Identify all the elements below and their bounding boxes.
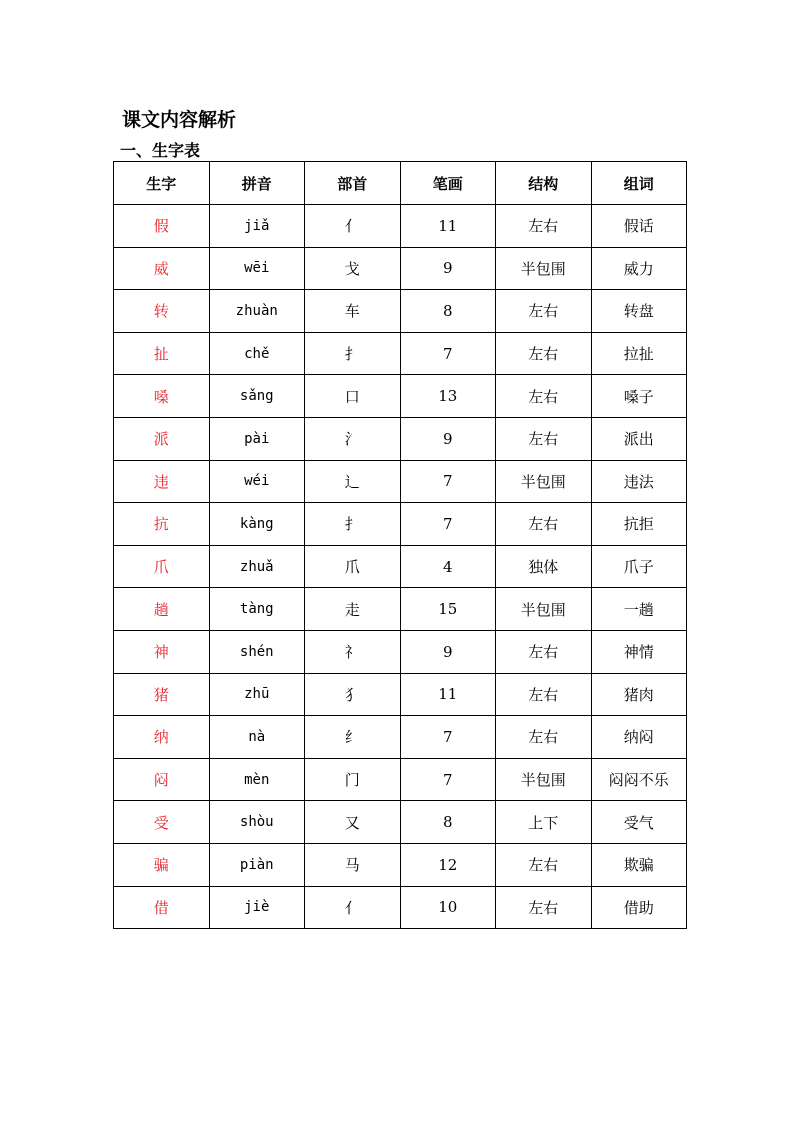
strokes-cell: 9 — [400, 630, 496, 673]
character-cell: 转 — [114, 290, 210, 333]
structure-cell: 左右 — [496, 503, 592, 546]
character-cell: 猪 — [114, 673, 210, 716]
header-character: 生字 — [114, 162, 210, 205]
structure-cell: 上下 — [496, 801, 592, 844]
words-cell: 抗拒 — [591, 503, 687, 546]
table-row — [114, 332, 687, 375]
radical-cell: 门 — [305, 758, 401, 801]
radical-cell: 犭 — [305, 673, 401, 716]
structure-cell: 左右 — [496, 205, 592, 248]
table-row — [114, 843, 687, 886]
character-cell: 借 — [114, 886, 210, 929]
table-header — [114, 162, 687, 205]
words-cell: 神情 — [591, 630, 687, 673]
radical-cell: 又 — [305, 801, 401, 844]
radical-cell: 扌 — [305, 332, 401, 375]
table-row — [114, 886, 687, 929]
table-row — [114, 205, 687, 248]
words-cell: 爪子 — [591, 545, 687, 588]
character-cell: 趟 — [114, 588, 210, 631]
table-row — [114, 758, 687, 801]
structure-cell: 左右 — [496, 290, 592, 333]
header-strokes: 笔画 — [400, 162, 496, 205]
pinyin-cell: pài — [209, 417, 305, 460]
words-cell: 威力 — [591, 247, 687, 290]
character-cell: 扯 — [114, 332, 210, 375]
table-row — [114, 545, 687, 588]
structure-cell: 左右 — [496, 375, 592, 418]
pinyin-cell: zhū — [209, 673, 305, 716]
character-cell: 嗓 — [114, 375, 210, 418]
structure-cell: 左右 — [496, 673, 592, 716]
strokes-cell: 7 — [400, 716, 496, 759]
strokes-cell: 7 — [400, 460, 496, 503]
radical-cell: 口 — [305, 375, 401, 418]
strokes-cell: 10 — [400, 886, 496, 929]
words-cell: 拉扯 — [591, 332, 687, 375]
table-row — [114, 673, 687, 716]
radical-cell: 马 — [305, 843, 401, 886]
strokes-cell: 7 — [400, 758, 496, 801]
header-structure: 结构 — [496, 162, 592, 205]
pinyin-cell: chě — [209, 332, 305, 375]
table-row — [114, 801, 687, 844]
pinyin-cell: zhuàn — [209, 290, 305, 333]
words-cell: 违法 — [591, 460, 687, 503]
strokes-cell: 15 — [400, 588, 496, 631]
header-row — [114, 162, 687, 205]
words-cell: 猪肉 — [591, 673, 687, 716]
table-row — [114, 630, 687, 673]
radical-cell: 氵 — [305, 417, 401, 460]
table-row — [114, 290, 687, 333]
strokes-cell: 4 — [400, 545, 496, 588]
structure-cell: 左右 — [496, 332, 592, 375]
pinyin-cell: shòu — [209, 801, 305, 844]
radical-cell: 礻 — [305, 630, 401, 673]
strokes-cell: 13 — [400, 375, 496, 418]
table-row — [114, 588, 687, 631]
words-cell: 纳闷 — [591, 716, 687, 759]
structure-cell: 左右 — [496, 716, 592, 759]
strokes-cell: 9 — [400, 247, 496, 290]
radical-cell: 辶 — [305, 460, 401, 503]
table-row — [114, 716, 687, 759]
words-cell: 转盘 — [591, 290, 687, 333]
words-cell: 受气 — [591, 801, 687, 844]
strokes-cell: 9 — [400, 417, 496, 460]
radical-cell: 亻 — [305, 886, 401, 929]
table-body — [114, 205, 687, 929]
structure-cell: 左右 — [496, 843, 592, 886]
radical-cell: 扌 — [305, 503, 401, 546]
pinyin-cell: piàn — [209, 843, 305, 886]
structure-cell: 半包围 — [496, 758, 592, 801]
pinyin-cell: jiǎ — [209, 205, 305, 248]
pinyin-cell: wēi — [209, 247, 305, 290]
pinyin-cell: jiè — [209, 886, 305, 929]
character-cell: 闷 — [114, 758, 210, 801]
pinyin-cell: sǎng — [209, 375, 305, 418]
words-cell: 假话 — [591, 205, 687, 248]
character-cell: 纳 — [114, 716, 210, 759]
radical-cell: 纟 — [305, 716, 401, 759]
table-row — [114, 503, 687, 546]
words-cell: 闷闷不乐 — [591, 758, 687, 801]
words-cell: 派出 — [591, 417, 687, 460]
character-cell: 神 — [114, 630, 210, 673]
strokes-cell: 12 — [400, 843, 496, 886]
strokes-cell: 8 — [400, 290, 496, 333]
character-cell: 威 — [114, 247, 210, 290]
pinyin-cell: wéi — [209, 460, 305, 503]
strokes-cell: 7 — [400, 503, 496, 546]
pinyin-cell: nà — [209, 716, 305, 759]
pinyin-cell: kàng — [209, 503, 305, 546]
structure-cell: 半包围 — [496, 588, 592, 631]
character-cell: 受 — [114, 801, 210, 844]
page-title: 课文内容解析 — [122, 109, 237, 131]
structure-cell: 左右 — [496, 886, 592, 929]
character-table — [113, 161, 687, 929]
header-words: 组词 — [591, 162, 687, 205]
structure-cell: 半包围 — [496, 247, 592, 290]
radical-cell: 戈 — [305, 247, 401, 290]
words-cell: 嗓子 — [591, 375, 687, 418]
pinyin-cell: mèn — [209, 758, 305, 801]
words-cell: 欺骗 — [591, 843, 687, 886]
character-cell: 派 — [114, 417, 210, 460]
table-row — [114, 375, 687, 418]
pinyin-cell: shén — [209, 630, 305, 673]
character-cell: 骗 — [114, 843, 210, 886]
structure-cell: 左右 — [496, 417, 592, 460]
structure-cell: 左右 — [496, 630, 592, 673]
table-row — [114, 247, 687, 290]
section-title: 一、生字表 — [120, 141, 201, 160]
structure-cell: 独体 — [496, 545, 592, 588]
strokes-cell: 8 — [400, 801, 496, 844]
words-cell: 一趟 — [591, 588, 687, 631]
strokes-cell: 7 — [400, 332, 496, 375]
words-cell: 借助 — [591, 886, 687, 929]
character-cell: 假 — [114, 205, 210, 248]
character-cell: 爪 — [114, 545, 210, 588]
structure-cell: 半包围 — [496, 460, 592, 503]
character-cell: 抗 — [114, 503, 210, 546]
radical-cell: 亻 — [305, 205, 401, 248]
radical-cell: 车 — [305, 290, 401, 333]
pinyin-cell: zhuǎ — [209, 545, 305, 588]
pinyin-cell: tàng — [209, 588, 305, 631]
table-row — [114, 460, 687, 503]
radical-cell: 走 — [305, 588, 401, 631]
table-row — [114, 417, 687, 460]
radical-cell: 爪 — [305, 545, 401, 588]
header-radical: 部首 — [305, 162, 401, 205]
character-cell: 违 — [114, 460, 210, 503]
header-pinyin: 拼音 — [209, 162, 305, 205]
strokes-cell: 11 — [400, 205, 496, 248]
strokes-cell: 11 — [400, 673, 496, 716]
